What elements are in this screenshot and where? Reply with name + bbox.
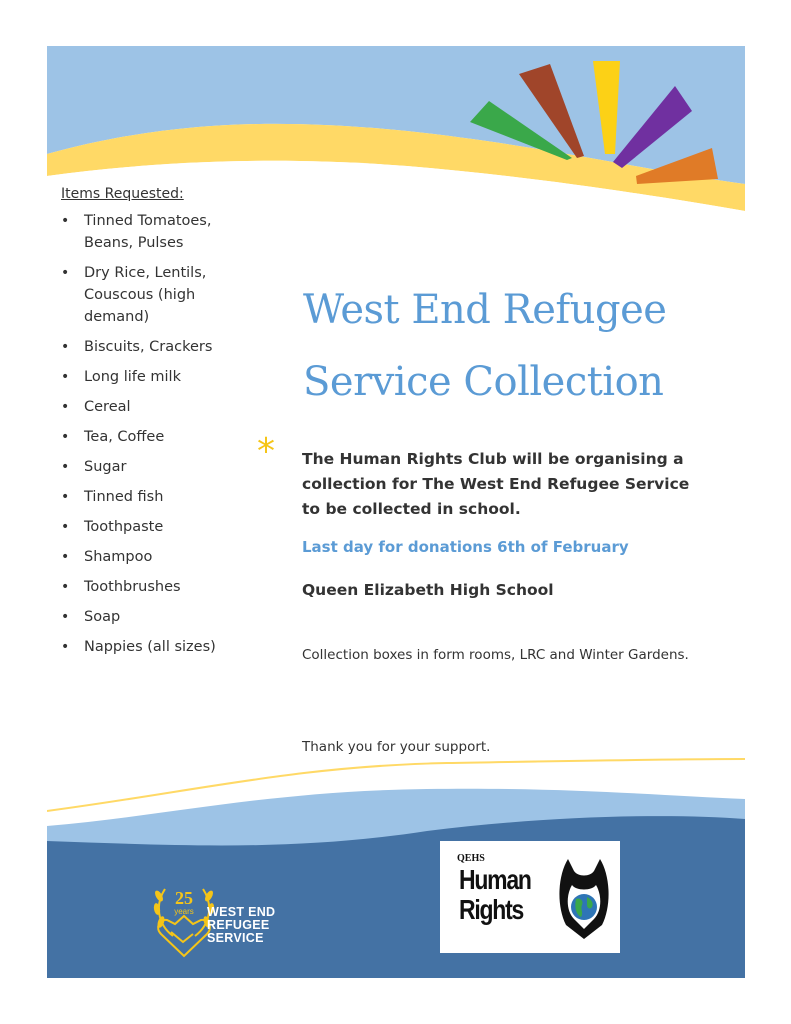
list-item: • Long life milk: [61, 366, 261, 388]
wers-line-1: WEST END: [207, 905, 276, 919]
items-list: [61, 210, 261, 658]
title-line-1: West End Refugee: [303, 287, 667, 333]
page-title: [303, 274, 723, 418]
lead-paragraph: The Human Rights Club will be organising a collection for The West End Refugee Service to be collected in school.: [302, 450, 690, 518]
list-item: • Cereal: [61, 396, 261, 418]
title-line-2: Service Collection: [303, 359, 664, 405]
hr-logo-line-1: Human: [459, 864, 531, 895]
items-heading: Items Requested:: [61, 186, 184, 202]
wers-line-2: REFUGEE: [207, 918, 270, 932]
list-item: • Toothbrushes: [61, 576, 261, 598]
list-item: • Tinned fish: [61, 486, 261, 508]
list-item: • Tinned Tomatoes, Beans, Pulses: [61, 210, 261, 254]
hr-logo-small: QEHS: [457, 853, 485, 864]
list-item: • Toothpaste: [61, 516, 261, 538]
list-item: • Shampoo: [61, 546, 261, 568]
list-item: • Sugar: [61, 456, 261, 478]
list-item: • Soap: [61, 606, 261, 628]
wers-years: years: [174, 907, 194, 916]
flyer-page: [47, 46, 745, 978]
school-name: Queen Elizabeth High School: [302, 581, 554, 599]
hr-logo-title: [459, 865, 531, 925]
wers-logo-text: [207, 906, 275, 945]
thank-you-text: Thank you for your support.: [302, 739, 491, 755]
globe-faces-icon: [554, 855, 614, 941]
hr-logo-line-2: Rights: [459, 894, 524, 925]
wers-anniversary: 25: [175, 888, 193, 908]
deadline-text: Last day for donations 6th of February: [302, 538, 629, 556]
human-rights-logo: [440, 841, 620, 953]
list-item: • Dry Rice, Lentils, Couscous (high demand): [61, 262, 261, 328]
items-requested-section: [61, 186, 261, 666]
list-item: • Tea, Coffee: [61, 426, 261, 448]
list-item: • Biscuits, Crackers: [61, 336, 261, 358]
list-item: • Nappies (all sizes): [61, 636, 261, 658]
wers-line-3: SERVICE: [207, 931, 264, 945]
collection-boxes-text: Collection boxes in form rooms, LRC and Winter Gardens.: [302, 647, 689, 663]
asterisk-icon: *: [257, 431, 275, 472]
